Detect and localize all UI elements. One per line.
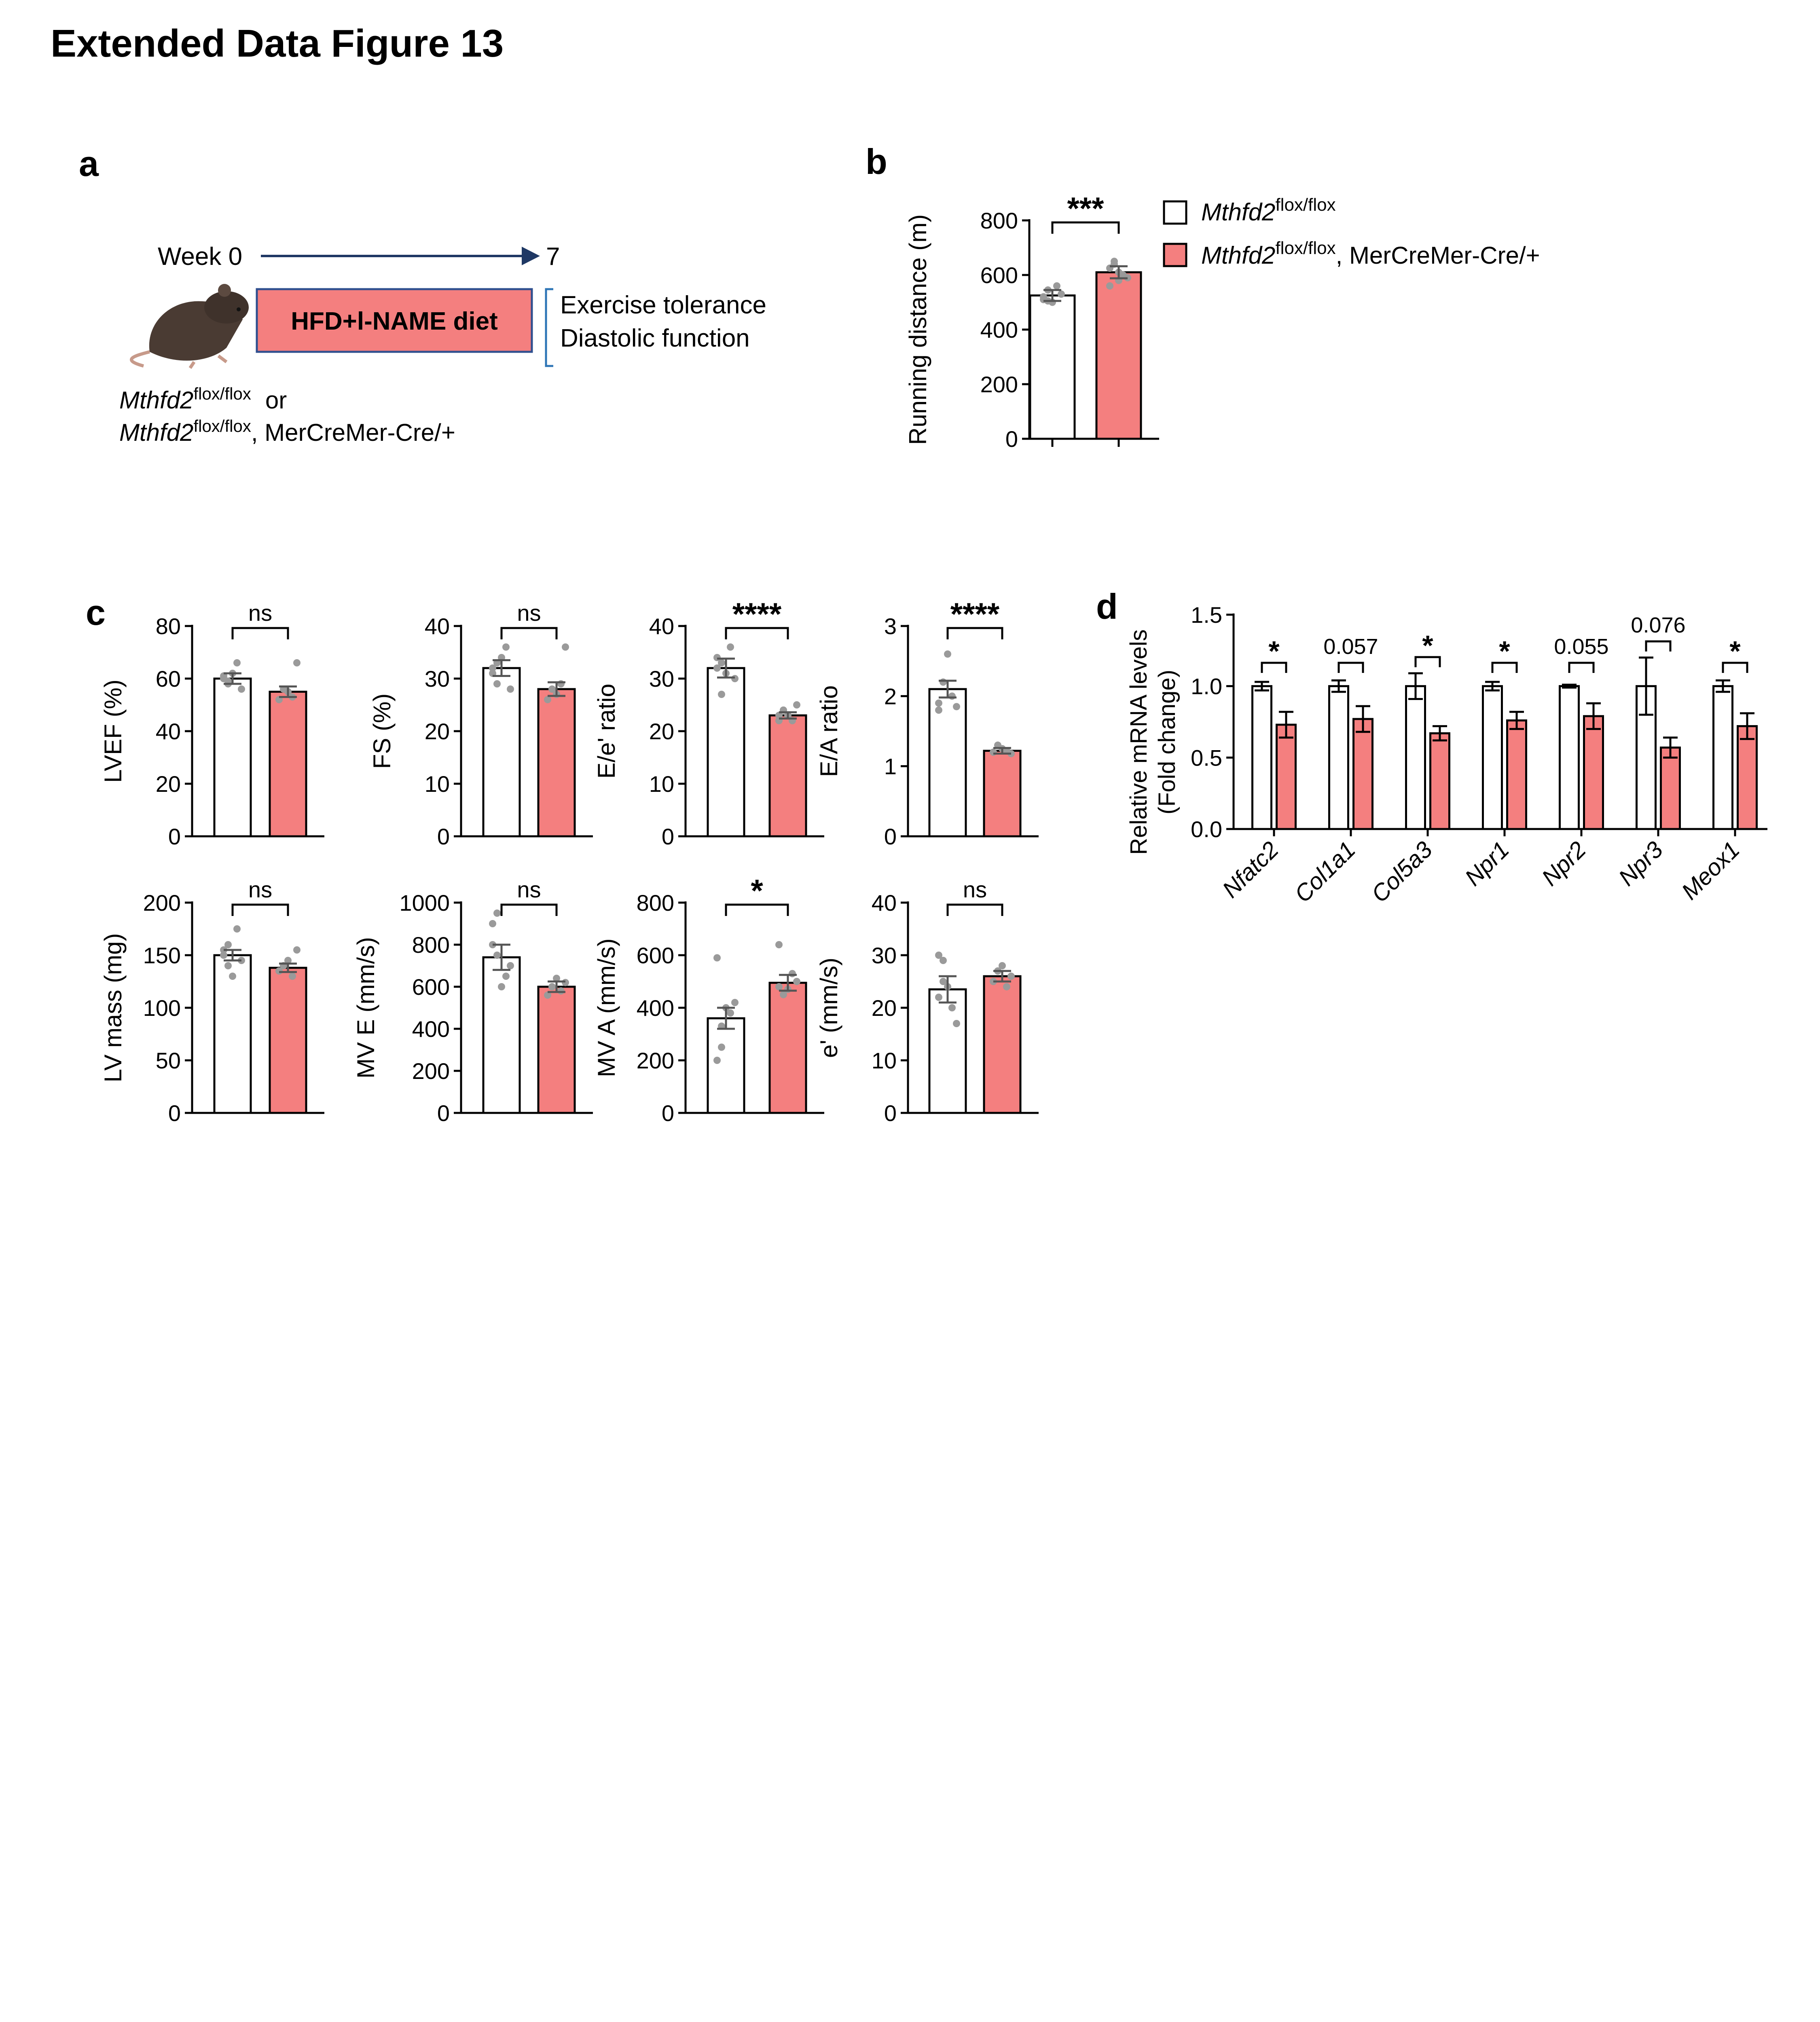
significance-label: 0.057 xyxy=(1323,635,1378,659)
y-tick-label: 0 xyxy=(661,1100,674,1126)
bar-control xyxy=(1329,686,1348,829)
y-tick-label: 200 xyxy=(143,890,181,916)
significance-bracket xyxy=(502,905,557,916)
significance-label: **** xyxy=(950,596,1000,632)
data-point xyxy=(935,994,942,1001)
significance-label: * xyxy=(751,873,763,908)
data-point xyxy=(233,925,241,933)
data-point xyxy=(493,680,501,687)
chart-e-prime xyxy=(815,877,1039,1126)
bar-knockout xyxy=(770,715,806,836)
data-point xyxy=(562,643,569,651)
y-tick-label: 40 xyxy=(424,613,450,639)
bar-knockout xyxy=(1431,733,1450,829)
y-axis-label: E/e' ratio xyxy=(593,683,620,779)
bar-knockout xyxy=(984,976,1020,1113)
y-tick-label: 1.5 xyxy=(1191,602,1222,628)
significance-bracket xyxy=(948,905,1002,916)
data-point xyxy=(953,703,960,710)
y-tick-label: 50 xyxy=(155,1048,181,1073)
y-tick-label: 10 xyxy=(424,771,450,797)
y-tick-label: 40 xyxy=(155,719,181,744)
y-tick-label: 0 xyxy=(884,1100,897,1126)
y-tick-label: 40 xyxy=(649,613,674,639)
data-point xyxy=(935,706,942,714)
y-tick-label: 30 xyxy=(649,666,674,692)
data-point xyxy=(727,643,734,651)
y-axis-label: MV E (mm/s) xyxy=(352,937,379,1079)
readout-bracket xyxy=(546,289,553,366)
y-tick-label: 30 xyxy=(871,943,897,968)
significance-label: ns xyxy=(963,877,987,902)
data-point xyxy=(1007,973,1015,980)
week-start-label: Week 0 xyxy=(158,243,243,271)
data-point xyxy=(224,941,232,948)
bar-knockout xyxy=(270,968,306,1113)
data-point xyxy=(793,978,800,985)
x-tick-label: Col5a3 xyxy=(1366,836,1438,908)
bar-control xyxy=(929,689,966,836)
y-tick-label: 0.5 xyxy=(1191,745,1222,771)
bar-control xyxy=(708,668,744,836)
significance-label: ns xyxy=(517,600,541,626)
data-point xyxy=(562,979,569,986)
data-point xyxy=(1003,983,1010,990)
data-point xyxy=(229,973,236,980)
significance-bracket xyxy=(1646,641,1670,651)
x-tick-label: Meox1 xyxy=(1676,836,1745,905)
y-tick-label: 0 xyxy=(661,824,674,849)
chart-e-e-prime-ratio xyxy=(593,596,824,849)
panel-a xyxy=(79,144,766,446)
data-point xyxy=(548,983,556,990)
y-tick-label: 0 xyxy=(168,824,181,849)
bar-control xyxy=(483,668,520,836)
legend xyxy=(1164,195,1540,269)
data-point xyxy=(507,962,514,969)
y-tick-label: 30 xyxy=(424,666,450,692)
significance-label: * xyxy=(1422,629,1433,661)
data-point xyxy=(493,952,501,959)
y-tick-label: 0 xyxy=(437,1100,450,1126)
bar-knockout xyxy=(1507,720,1526,829)
y-tick-label: 20 xyxy=(155,771,181,797)
bar-knockout xyxy=(1354,719,1373,829)
x-tick-label: Nfatc2 xyxy=(1217,836,1284,903)
significance-label: ns xyxy=(517,877,541,902)
data-point xyxy=(940,978,947,985)
data-point xyxy=(727,1009,734,1017)
bar-control xyxy=(214,679,251,836)
significance-label: *** xyxy=(1067,190,1104,226)
data-point xyxy=(718,691,725,698)
data-point xyxy=(489,920,496,927)
bar-control xyxy=(929,990,966,1113)
data-point xyxy=(990,749,997,756)
data-point xyxy=(498,983,505,990)
timeline-arrowhead xyxy=(522,247,540,265)
y-tick-label: 800 xyxy=(412,932,450,958)
y-tick-label: 10 xyxy=(649,771,674,797)
y-tick-label: 20 xyxy=(424,719,450,744)
significance-label: * xyxy=(1499,635,1510,667)
data-point xyxy=(233,659,241,666)
chart-e-a-ratio xyxy=(815,596,1039,849)
bar-control xyxy=(1483,686,1502,829)
significance-bracket xyxy=(233,628,288,639)
week-end-label: 7 xyxy=(546,243,560,271)
data-point xyxy=(557,987,565,994)
bar-knockout xyxy=(538,987,575,1113)
y-axis-label: e' (mm/s) xyxy=(815,957,842,1058)
y-tick-label: 100 xyxy=(143,995,181,1021)
significance-label: **** xyxy=(732,596,782,632)
data-point xyxy=(1111,258,1118,265)
legend-swatch-control xyxy=(1164,201,1186,224)
data-point xyxy=(713,954,721,962)
data-point xyxy=(507,685,514,693)
y-tick-label: 60 xyxy=(155,666,181,692)
y-tick-label: 800 xyxy=(980,208,1018,233)
data-point xyxy=(1058,290,1065,298)
bar-knockout xyxy=(1277,725,1296,829)
diet-label: HFD+l-NAME diet xyxy=(291,307,498,335)
y-axis-label: FS (%) xyxy=(368,693,396,769)
bar-control xyxy=(1714,686,1733,829)
data-point xyxy=(940,679,947,686)
chart-mv-e xyxy=(352,877,593,1126)
data-point xyxy=(502,973,510,980)
x-tick-label: Npr1 xyxy=(1460,836,1515,891)
readout-exercise: Exercise tolerance xyxy=(560,291,767,319)
bar-control xyxy=(1030,296,1075,439)
data-point xyxy=(793,701,800,709)
data-point xyxy=(718,659,725,666)
data-point xyxy=(713,1057,721,1064)
data-point xyxy=(948,1004,956,1011)
mouse-icon xyxy=(131,284,249,368)
significance-bracket xyxy=(1569,663,1594,673)
y-tick-label: 1.0 xyxy=(1191,673,1222,699)
significance-label: 0.055 xyxy=(1554,635,1609,659)
readout-diastolic: Diastolic function xyxy=(560,324,750,352)
y-tick-label: 0 xyxy=(884,824,897,849)
significance-label: ns xyxy=(248,600,273,626)
bar-control xyxy=(1253,686,1272,829)
y-axis-label: E/A ratio xyxy=(815,685,842,777)
y-tick-label: 0.0 xyxy=(1191,816,1222,842)
chart-lvef xyxy=(99,600,324,849)
panel-label-a: a xyxy=(79,144,99,184)
genotype-ko-label: $Mthfd2^{flox/flox}$, MerCreMer-Cre/+ xyxy=(119,417,455,446)
panel-label-c: c xyxy=(86,592,106,632)
data-point xyxy=(935,700,942,707)
data-point xyxy=(544,696,551,703)
data-point xyxy=(1106,282,1113,290)
y-tick-label: 600 xyxy=(636,943,674,968)
bar-knockout xyxy=(538,689,575,836)
significance-label: ns xyxy=(248,877,273,902)
data-point xyxy=(948,692,956,700)
bar-knockout xyxy=(770,983,806,1113)
y-tick-label: 150 xyxy=(143,943,181,968)
significance-bracket xyxy=(1339,663,1363,673)
data-point xyxy=(944,650,951,658)
y-axis-label: LVEF (%) xyxy=(99,679,127,783)
data-point xyxy=(718,1044,725,1051)
significance-label: 0.076 xyxy=(1631,613,1686,637)
bar-knockout xyxy=(1096,272,1141,439)
y-tick-label: 400 xyxy=(980,317,1018,343)
data-point xyxy=(1053,282,1060,290)
panel-label-b: b xyxy=(866,142,887,182)
genotype-control-label: $Mthfd2^{flox/flox}$ or xyxy=(119,384,287,414)
data-point xyxy=(775,941,783,948)
significance-label: * xyxy=(1729,635,1741,667)
data-point xyxy=(293,659,301,666)
y-tick-label: 1 xyxy=(884,753,897,779)
y-tick-label: 40 xyxy=(871,890,897,916)
y-tick-label: 2 xyxy=(884,683,897,709)
y-tick-label: 3 xyxy=(884,613,897,639)
data-point xyxy=(493,909,501,917)
data-point xyxy=(502,643,510,651)
x-tick-label: Npr2 xyxy=(1536,836,1591,891)
y-axis-label: Running distance (m) xyxy=(904,214,931,445)
y-axis-label: Relative mRNA levels xyxy=(1126,629,1152,855)
y-tick-label: 80 xyxy=(155,613,181,639)
legend-label-ko: $Mthfd2^{flox/flox}$, MerCreMer-Cre/+ xyxy=(1201,238,1540,269)
y-tick-label: 200 xyxy=(980,372,1018,397)
legend-label-control: $Mthfd2^{flox/flox}$ xyxy=(1201,195,1336,226)
y-tick-label: 800 xyxy=(636,890,674,916)
panel-label-d: d xyxy=(1096,586,1118,626)
bar-control xyxy=(1560,686,1579,829)
y-tick-label: 600 xyxy=(980,262,1018,288)
data-point xyxy=(789,970,796,977)
y-axis-label: LV mass (mg) xyxy=(99,933,127,1083)
y-tick-label: 10 xyxy=(871,1048,897,1073)
y-tick-label: 20 xyxy=(649,719,674,744)
data-point xyxy=(953,1020,960,1027)
bar-knockout xyxy=(1738,726,1757,829)
y-tick-label: 0 xyxy=(168,1100,181,1126)
chart-fs xyxy=(368,600,593,849)
bar-control xyxy=(708,1018,744,1113)
data-point xyxy=(224,962,232,969)
y-tick-label: 400 xyxy=(636,995,674,1021)
y-tick-label: 0 xyxy=(1005,426,1018,452)
legend-swatch-ko xyxy=(1164,244,1186,266)
chart-mrna-levels xyxy=(1126,602,1767,907)
y-tick-label: 600 xyxy=(412,974,450,1000)
x-tick-label: Col1a1 xyxy=(1289,836,1361,908)
data-point xyxy=(940,957,947,964)
bar-knockout xyxy=(1661,748,1680,829)
y-tick-label: 0 xyxy=(437,824,450,849)
data-point xyxy=(775,983,783,990)
figure-title: Extended Data Figure 13 xyxy=(51,22,504,65)
data-point xyxy=(999,962,1006,969)
significance-label: * xyxy=(1268,635,1280,667)
data-point xyxy=(293,946,301,954)
bar-knockout xyxy=(270,692,306,837)
y-tick-label: 400 xyxy=(412,1016,450,1042)
data-point xyxy=(731,675,739,682)
data-point xyxy=(289,973,296,980)
x-tick-label: Npr3 xyxy=(1613,836,1668,891)
data-point xyxy=(731,999,739,1006)
significance-bracket xyxy=(502,628,557,639)
y-axis-label: (Fold change) xyxy=(1154,670,1180,814)
y-axis-label: MV A (mm/s) xyxy=(593,938,620,1077)
y-tick-label: 200 xyxy=(412,1058,450,1084)
significance-bracket xyxy=(233,905,288,916)
bar-knockout xyxy=(1584,716,1603,829)
y-tick-label: 20 xyxy=(871,995,897,1021)
chart-mv-a xyxy=(593,873,824,1126)
y-tick-label: 200 xyxy=(636,1048,674,1073)
bar-control xyxy=(483,957,520,1113)
bar-control xyxy=(1406,686,1425,829)
y-tick-label: 1000 xyxy=(399,890,450,916)
bar-knockout xyxy=(984,751,1020,836)
chart-lv-mass xyxy=(99,877,324,1126)
chart-running-distance xyxy=(904,190,1159,452)
data-point xyxy=(238,685,245,693)
